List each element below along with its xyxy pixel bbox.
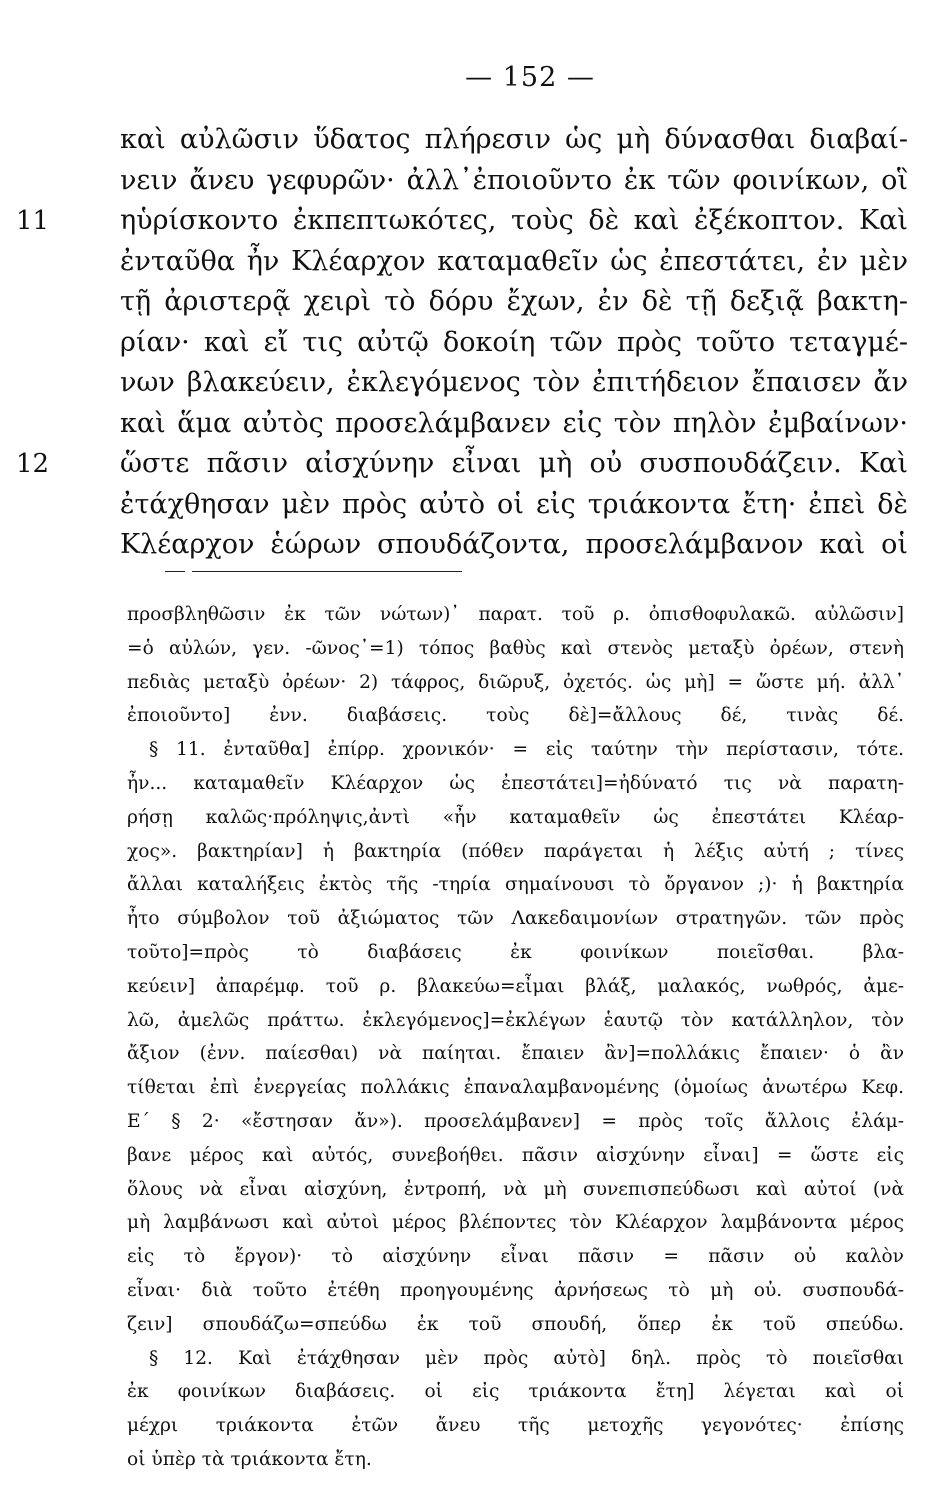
note-line: § 12. Καὶ ἐτάχθησαν μὲν πρὸς αὐτὸ] δηλ. πρὸς τὸ ποιεῖσθαι [149, 1347, 904, 1369]
note-line: λῶ, ἀμελῶς πράττω. ἐκλεγόμενος]=ἐκλέγων ἑαυτῷ τὸν κατάλληλον, τὸν [127, 1009, 904, 1031]
main-text-line-content: Κλέαρχον ἑώρων σπουδάζοντα, προσελάμβανον καὶ οἱ [120, 529, 908, 560]
note-line: οἱ ὑπὲρ τὰ τριάκοντα ἔτη. [127, 1448, 372, 1470]
main-text-line [120, 323, 908, 364]
note-line: κεύειν] ἀπαρέμφ. τοῦ ρ. βλακεύω=εἶμαι βλάξ, μαλακός, νωθρός, ἀμε- [127, 975, 904, 997]
main-text-line [120, 282, 908, 323]
main-text-line [16, 201, 908, 242]
main-text-line [120, 485, 908, 526]
commentary-notes [127, 598, 904, 1477]
note-line: ἐποιοῦντο] ἐνν. διαβάσεις. τοὺς δὲ]=ἄλλους δέ, τινὰς δέ. [127, 705, 904, 727]
note-line: μέχρι τριάκοντα ἐτῶν ἄνευ τῆς μετοχῆς γεγονότες· ἐπίσης [127, 1415, 904, 1437]
main-text-line-content: καὶ αὐλῶσιν ὕδατος πλήρεσιν ὡς μὴ δύνασθαι διαβαί- [120, 124, 908, 155]
note-line: βανε μέρος καὶ αὐτός, συνεβοήθει. πᾶσιν αἰσχύνην εἶναι] = ὥστε εἰς [127, 1144, 904, 1166]
note-line: =ὁ αὐλών, γεν. -ῶνος᾽=1) τόπος βαθὺς καὶ στενὸς μεταξὺ ὀρέων, στενὴ [127, 637, 904, 659]
note-line: χος». βακτηρίαν] ἡ βακτηρία (πόθεν παράγεται ἡ λέξις αὐτή ; τίνες [127, 840, 904, 862]
note-line: ὅλους νὰ εἶναι αἰσχύνη, ἐντροπή, νὰ μὴ συνεπισπεύδωσι καὶ αὐτοί (νὰ [127, 1178, 904, 1200]
main-text-line-content: ἐτάχθησαν μὲν πρὸς αὐτὸ οἱ εἰς τριάκοντα ἔτη· ἐπεὶ δὲ [120, 488, 908, 520]
main-text-line [120, 161, 908, 202]
section-number: 12 [16, 449, 50, 479]
note-line: § 11. ἐνταῦθα] ἐπίρρ. χρονικόν· = εἰς ταύτην τὴν περίστασιν, τότε. [149, 739, 904, 761]
note-line: ἄλλαι καταλήξεις ἐκτὸς τῆς -τηρία σημαίνουσι τὸ ὄργανον ;)· ἡ βακτηρία [127, 874, 904, 896]
main-text-line-content: νειν ἄνευ γεφυρῶν· ἀλλ᾽ἐποιοῦντο ἐκ τῶν φοινίκων, οἳ [120, 164, 908, 196]
note-line: εἰς τὸ ἔργον)· τὸ αἰσχύνην εἶναι πᾶσιν = πᾶσιν οὐ καλὸν [127, 1246, 904, 1268]
note-line: ζειν] σπουδάζω=σπεύδω ἐκ τοῦ σπουδή, ὅπερ ἐκ τοῦ σπεύδω. [127, 1313, 904, 1335]
note-line: ἄξιον (ἐνν. παίεσθαι) νὰ παίηται. ἔπαιεν ἂν]=πολλάκις ἔπαιεν· ὁ ἂν [127, 1043, 904, 1065]
footnote-rule-short [165, 571, 185, 572]
main-text-line-content: ὥστε πᾶσιν αἰσχύνην εἶναι μὴ οὐ συσπουδάζειν. Καὶ [120, 448, 908, 479]
note-line: πεδιὰς μεταξὺ ὀρέων· 2) τάφρος, διῶρυξ, ὀχετός. ὡς μὴ] = ὥστε μή. ἀλλ᾽ [127, 671, 904, 693]
note-line: ρήσῃ καλῶς·πρόληψις,ἀντὶ «ἦν καταμαθεῖν ὡς ἐπεστάτει Κλέαρ- [127, 806, 904, 828]
note-line: τοῦτο]=πρὸς τὸ διαβάσεις ἐκ φοινίκων ποιεῖσθαι. βλα- [127, 941, 904, 963]
note-line: μὴ λαμβάνωσι καὶ αὐτοὶ μέρος βλέποντες τὸν Κλέαρχον λαμβάνοντα μέρος [127, 1212, 904, 1234]
main-text-line-content: ηὑρίσκοντο ἐκπεπτωκότες, τοὺς δὲ καὶ ἐξέκοπτον. Καὶ [120, 205, 908, 236]
main-text-line [120, 404, 908, 445]
main-text [16, 120, 908, 566]
note-line: ἦτο σύμβολον τοῦ ἀξιώματος τῶν Λακεδαιμονίων στρατηγῶν. τῶν πρὸς [127, 908, 904, 930]
main-text-line-content: καὶ ἅμα αὐτὸς προσελάμβανεν εἰς τὸν πηλὸν ἐμβαίνων· [120, 407, 908, 439]
main-text-line [16, 444, 908, 485]
main-text-line [120, 120, 908, 161]
main-text-line-content: ἐνταῦθα ἦν Κλέαρχον καταμαθεῖν ὡς ἐπεστάτει, ἐν μὲν [120, 245, 908, 277]
note-line: εἶναι· διὰ τοῦτο ἐτέθη προηγουμένης ἀρνήσεως τὸ μὴ οὐ. συσπουδά- [127, 1279, 904, 1301]
note-line: Ε´ § 2· «ἔστησαν ἄν»). προσελάμβανεν] = πρὸς τοῖς ἄλλοις ἐλάμ- [127, 1110, 904, 1132]
main-text-line [120, 242, 908, 283]
note-line: ἐκ φοινίκων διαβάσεις. οἱ εἰς τριάκοντα ἔτη] λέγεται καὶ οἱ [127, 1381, 904, 1403]
note-line: τίθεται ἐπὶ ἐνεργείας πολλάκις ἐπαναλαμβανομένης (ὁμοίως ἀνωτέρω Κεφ. [127, 1077, 904, 1099]
main-text-line-content: τῇ ἀριστερᾷ χειρὶ τὸ δόρυ ἔχων, ἐν δὲ τῇ δεξιᾷ βακτη- [120, 286, 908, 317]
main-text-line-content: ρίαν· καὶ εἴ τις αὐτῷ δοκοίη τῶν πρὸς τοῦτο τεταγμέ- [120, 326, 908, 358]
main-text-line [120, 363, 908, 404]
section-number: 11 [16, 206, 50, 236]
page-number: — 152 — [465, 62, 595, 93]
footnote-rule [192, 571, 462, 572]
main-text-line-content: νων βλακεύειν, ἐκλεγόμενος τὸν ἐπιτήδειον ἔπαισεν ἄν [120, 367, 908, 398]
note-line: ἦν... καταμαθεῖν Κλέαρχον ὡς ἐπεστάτει]=ἠδύνατό τις νὰ παρατη- [127, 772, 904, 794]
note-line: προσβληθῶσιν ἐκ τῶν νώτων)᾽ παρατ. τοῦ ρ. ὀπισθοφυλακῶ. αὐλῶσιν] [127, 604, 904, 625]
main-text-line [120, 525, 908, 566]
